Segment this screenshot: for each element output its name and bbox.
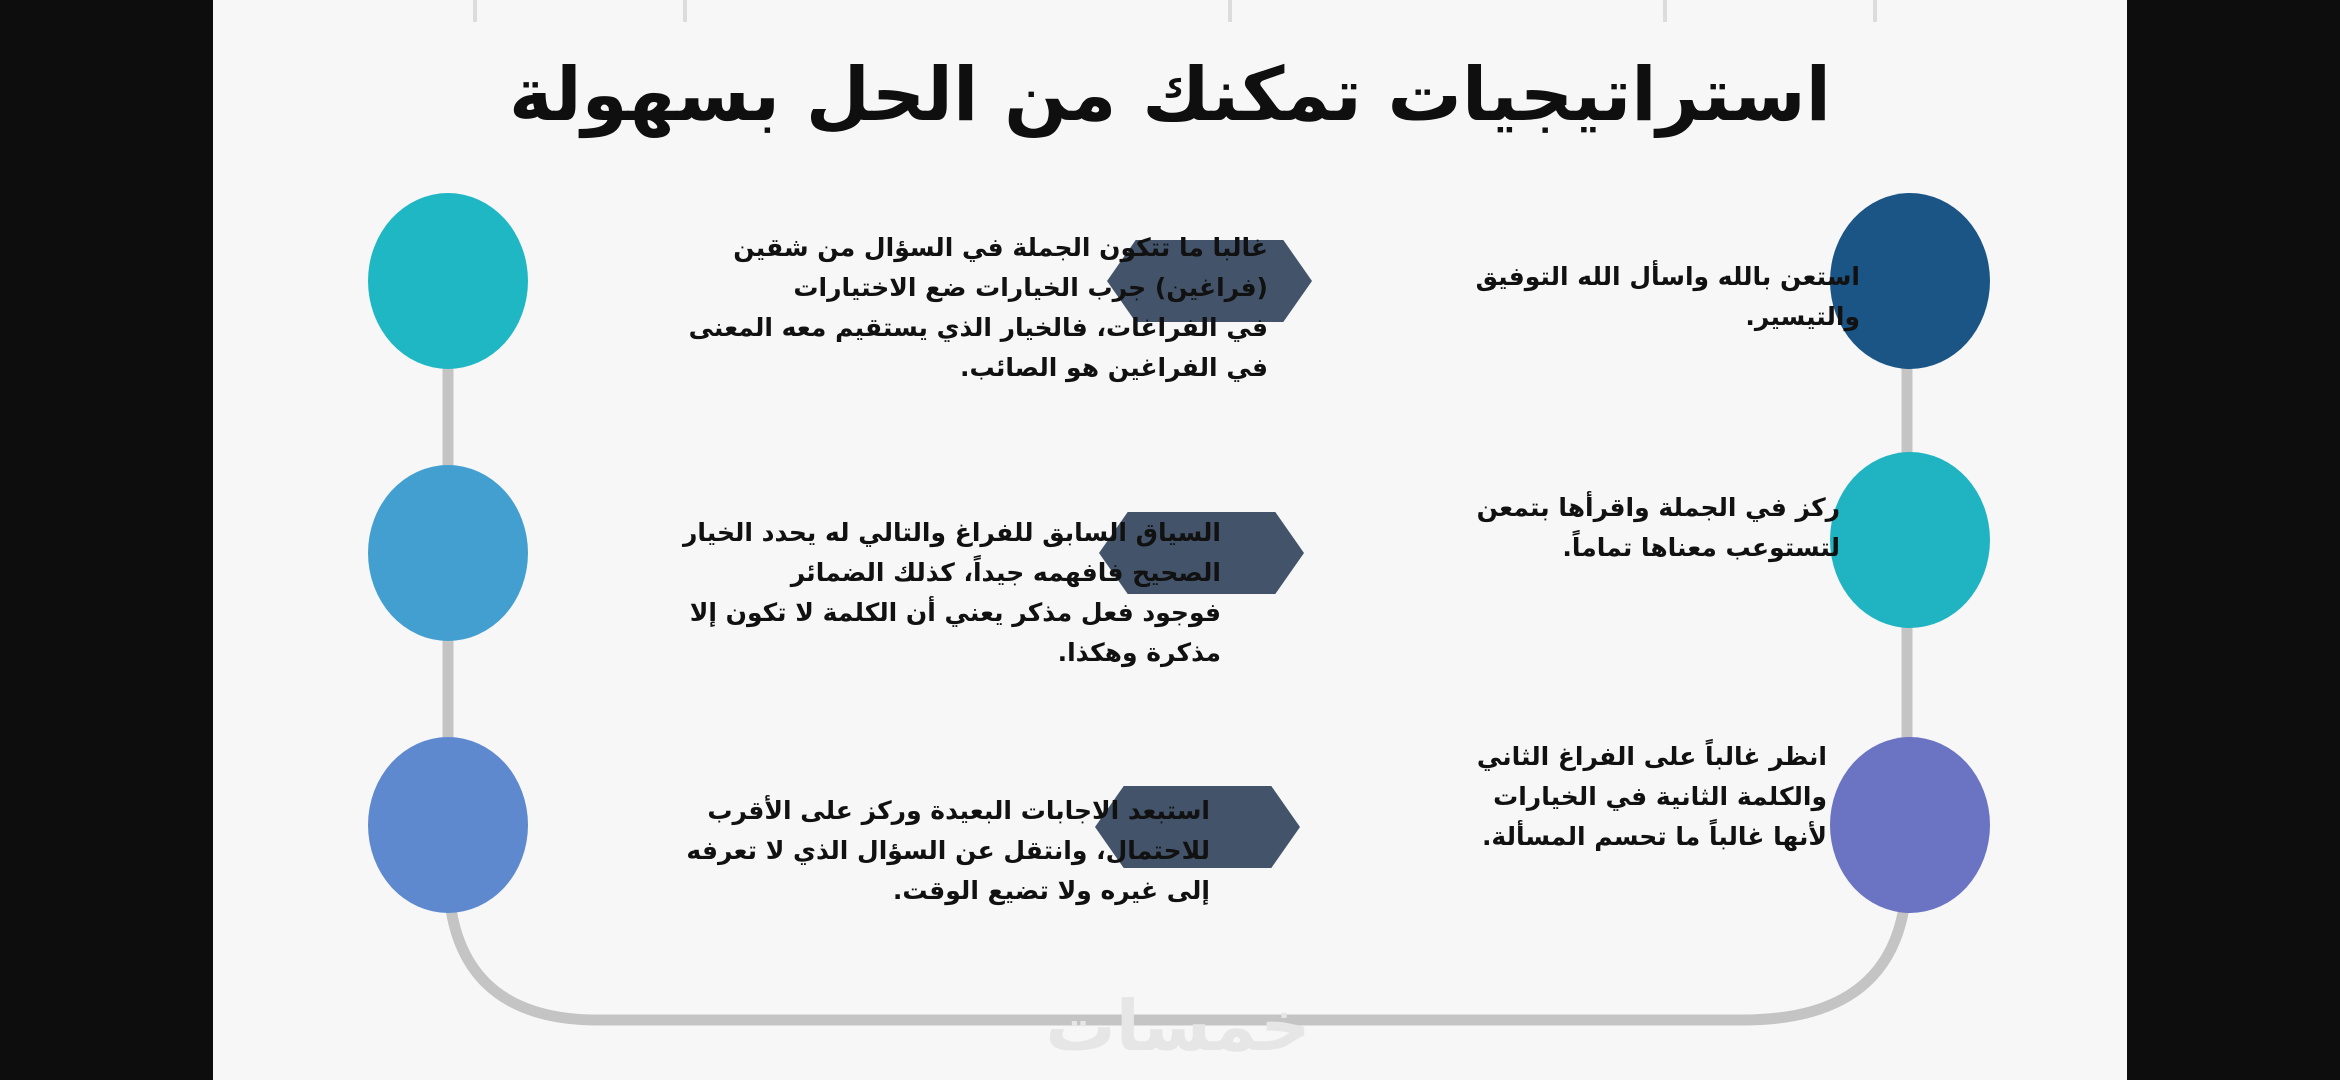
text-line: في الفراغات، فالخيار الذي يستقيم معه المعنى [688, 313, 1268, 342]
step-circle-left-1 [368, 193, 528, 369]
text-line: غالبا ما تتكون الجملة في السؤال من شقين [733, 233, 1268, 262]
text-line: (فراغين) جرب الخيارات ضع الاختيارات [793, 273, 1268, 302]
watermark-logo: خمسات [1045, 985, 1311, 1067]
right-step-text-1 [1476, 257, 1860, 337]
text-line: انظر غالباً على الفراغ الثاني [1476, 742, 1827, 771]
text-line: لتستوعب معناها تماماً. [1562, 533, 1840, 562]
text-line: استعن بالله واسأل الله التوفيق [1475, 262, 1860, 291]
step-circle-right-3 [1830, 737, 1990, 913]
text-line: لأنها غالباً ما تحسم المسألة. [1481, 822, 1827, 851]
text-line: للاحتمال، وانتقل عن السؤال الذي لا تعرفه [686, 836, 1210, 865]
left-step-text-1 [689, 228, 1268, 388]
text-line: ركز في الجملة واقرأها بتمعن [1476, 493, 1840, 522]
text-line: فوجود فعل مذكر يعني أن الكلمة لا تكون إلا [689, 598, 1221, 627]
text-line: والكلمة الثانية في الخيارات [1493, 782, 1827, 811]
text-line: في الفراغين هو الصائب. [960, 353, 1268, 382]
left-step-text-2 [683, 513, 1221, 673]
text-line: والتيسير. [1745, 302, 1860, 331]
step-circle-left-3 [368, 737, 528, 913]
text-line: الصحيح فافهمه جيداً، كذلك الضمائر [790, 558, 1221, 587]
step-circle-right-2 [1830, 452, 1990, 628]
step-circle-left-2 [368, 465, 528, 641]
text-line: السياق السابق للفراغ والتالي له يحدد الخيار [682, 518, 1221, 547]
right-letterbox [2127, 0, 2340, 1080]
left-step-text-3 [686, 791, 1210, 911]
infographic-slide [213, 0, 2127, 1080]
right-step-text-3 [1477, 737, 1827, 857]
text-line: مذكرة وهكذا. [1057, 638, 1221, 667]
left-letterbox [0, 0, 213, 1080]
text-line: استبعد الاجابات البعيدة وركز على الأقرب [707, 796, 1210, 825]
right-step-text-2 [1477, 488, 1840, 568]
page-title: استراتيجيات تمكنك من الحل بسهولة [509, 52, 1831, 138]
text-line: إلى غيره ولا تضيع الوقت. [892, 876, 1210, 905]
